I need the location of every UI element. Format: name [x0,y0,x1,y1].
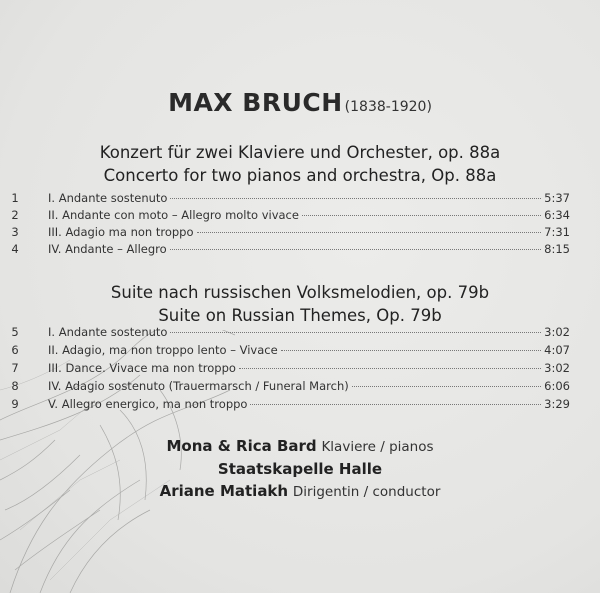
track-title: III. Adagio ma non troppo [48,225,194,239]
track-number: 6 [11,343,19,357]
track-title: V. Allegro energico, ma non troppo [48,397,248,411]
track-number: 2 [11,208,19,222]
work-2-title-de: Suite nach russischen Volksmelodien, op. 79b [110,283,490,302]
performer-name: Ariane Matiakh [159,482,289,500]
track-duration: 5:37 [544,191,570,205]
track-row [0,225,600,243]
track-row [0,361,600,379]
track-number: 7 [11,361,19,375]
track-row [0,379,600,397]
track-row [0,343,600,361]
track-title: I. Andante sostenuto [48,325,168,339]
track-number: 1 [11,191,19,205]
track-duration: 3:29 [544,397,570,411]
track-duration: 6:34 [544,208,570,222]
track-row [0,397,600,415]
composer-dates: (1838-1920) [344,99,432,115]
track-duration: 4:07 [544,343,570,357]
track-row [0,325,600,343]
credit-line [0,458,600,480]
track-title: III. Dance. Vivace ma non troppo [48,361,236,375]
performer-role: Klaviere / pianos [321,439,434,455]
track-number: 4 [11,242,19,256]
track-number: 9 [11,397,19,411]
track-number: 8 [11,379,19,393]
track-row [0,208,600,226]
track-row [0,242,600,260]
track-duration: 7:31 [544,225,570,239]
track-duration: 3:02 [544,325,570,339]
work-2-title [0,281,600,327]
credit-line [0,435,600,458]
track-number: 5 [11,325,19,339]
track-title: IV. Adagio sostenuto (Trauermarsch / Funeral March) [48,379,349,393]
composer-heading [0,88,600,117]
work-1-title-en: Concerto for two pianos and orchestra, Op. 88a [103,166,497,185]
track-row [0,191,600,209]
track-title: IV. Andante – Allegro [48,242,167,256]
work-1-title-de: Konzert für zwei Klaviere und Orchester, op. 88a [99,143,501,162]
performer-role: Dirigentin / conductor [292,484,441,500]
track-duration: 3:02 [544,361,570,375]
track-number: 3 [11,225,19,239]
work-1-title [0,141,600,187]
performer-name: Staatskapelle Halle [217,460,383,478]
track-duration: 6:06 [544,379,570,393]
performer-credits [0,435,600,503]
performer-name: Mona & Rica Bard [166,437,317,455]
track-title: II. Andante con moto – Allegro molto vivace [48,208,299,222]
track-duration: 8:15 [544,242,570,256]
track-title: II. Adagio, ma non troppo lento – Vivace [48,343,278,357]
composer-name: MAX BRUCH [168,88,343,117]
credit-line [0,480,600,503]
work-2-title-en: Suite on Russian Themes, Op. 79b [158,306,442,325]
track-title: I. Andante sostenuto [48,191,168,205]
